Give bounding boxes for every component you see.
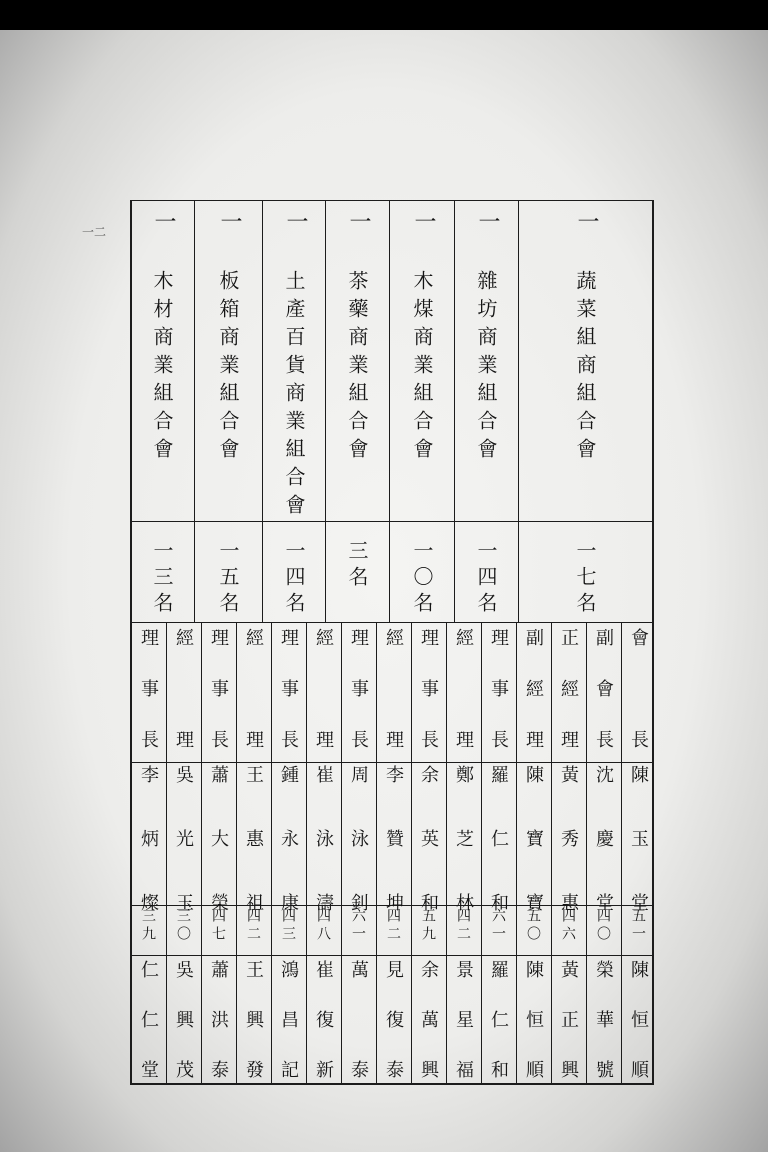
org-name: 土產百貨商業組合會 [282, 270, 306, 522]
officer-shop: 陳恒順 [523, 960, 544, 1078]
org-dash: 一 [411, 210, 436, 232]
officer-title: 會長 [628, 628, 649, 748]
officer-title: 理事長 [488, 628, 509, 748]
officer-title: 經理 [383, 628, 404, 748]
org-divider [325, 200, 326, 622]
officer-title: 經理 [453, 628, 474, 748]
officer-age: 六一 [350, 908, 366, 944]
officer-title: 經理 [173, 628, 194, 748]
org-divider [194, 200, 195, 622]
officer-name: 陳玉堂 [628, 765, 649, 911]
row-divider [376, 622, 377, 1083]
officer-name: 陳寶寶 [523, 765, 544, 911]
officer-shop: 陳恒順 [628, 960, 649, 1078]
officer-title: 經理 [243, 628, 264, 748]
officer-title: 理事長 [348, 628, 369, 748]
association-table [130, 200, 654, 1085]
row-divider [306, 622, 307, 1083]
officer-shop: 蕭洪泰 [208, 960, 229, 1078]
officer-age: 五一 [630, 908, 646, 944]
org-section-rule [132, 521, 652, 522]
scan-top-border [0, 0, 768, 30]
member-count: 一七名 [573, 540, 597, 618]
officer-age: 四〇 [595, 908, 611, 944]
org-name: 茶藥商業組合會 [345, 270, 369, 466]
row-divider [236, 622, 237, 1083]
org-dash: 一 [283, 210, 308, 232]
officer-age: 六一 [490, 908, 506, 944]
officer-name: 沈慶堂 [593, 765, 614, 911]
row-divider [551, 622, 552, 1083]
officer-age: 四三 [280, 908, 296, 944]
officer-title: 理事長 [418, 628, 439, 748]
page-number: 一二 [82, 225, 107, 239]
officer-shop: 王興發 [243, 960, 264, 1078]
title-section-rule [132, 762, 652, 763]
row-divider [481, 622, 482, 1083]
officer-shop: 羅仁和 [488, 960, 509, 1078]
officer-shop: 吳興茂 [173, 960, 194, 1078]
officer-shop: 景星福 [453, 960, 474, 1078]
officer-shop: 榮華號 [593, 960, 614, 1078]
org-name: 木煤商業組合會 [410, 270, 434, 466]
officer-title: 副會長 [593, 628, 614, 748]
org-name: 蔬菜組商組合會 [573, 270, 597, 466]
officer-age: 四二 [455, 908, 471, 944]
officer-age: 三〇 [175, 908, 191, 944]
row-divider [586, 622, 587, 1083]
officer-shop: 見復泰 [383, 960, 404, 1078]
officer-shop: 鴻昌記 [278, 960, 299, 1078]
org-dash: 一 [346, 210, 371, 232]
officer-age: 三九 [140, 908, 156, 944]
officer-age: 四二 [385, 908, 401, 944]
officer-shop: 萬泰 [348, 960, 369, 1078]
officer-name: 周泳釗 [348, 765, 369, 911]
officer-name: 蕭大榮 [208, 765, 229, 911]
officer-title: 經理 [313, 628, 334, 748]
org-name: 雜坊商業組合會 [474, 270, 498, 466]
officer-name: 余英和 [418, 765, 439, 911]
officer-name: 崔泳濤 [313, 765, 334, 911]
officer-name: 吳光玉 [173, 765, 194, 911]
row-divider [516, 622, 517, 1083]
officer-age: 五〇 [525, 908, 541, 944]
scanned-page [0, 30, 768, 1152]
row-divider [411, 622, 412, 1083]
officer-name: 王惠祖 [243, 765, 264, 911]
org-divider [518, 200, 519, 622]
officer-name: 黃秀惠 [558, 765, 579, 911]
officer-title: 理事長 [278, 628, 299, 748]
row-divider [166, 622, 167, 1083]
org-dash: 一 [475, 210, 500, 232]
table-top-rule [132, 200, 652, 201]
officer-age: 四八 [315, 908, 331, 944]
org-name: 木材商業組合會 [150, 270, 174, 466]
officer-age: 四七 [210, 908, 226, 944]
officer-shop: 崔復新 [313, 960, 334, 1078]
officer-name: 李贊坤 [383, 765, 404, 911]
officer-name: 鄭芝林 [453, 765, 474, 911]
officer-title: 正經理 [558, 628, 579, 748]
row-divider [446, 622, 447, 1083]
row-divider [341, 622, 342, 1083]
org-dash: 一 [151, 210, 176, 232]
officer-name: 李炳燦 [138, 765, 159, 911]
org-divider [454, 200, 455, 622]
member-count: 一四名 [282, 540, 306, 618]
member-count: 一三名 [150, 540, 174, 618]
officer-title: 副經理 [523, 628, 544, 748]
org-divider [262, 200, 263, 622]
officer-shop: 黃正興 [558, 960, 579, 1078]
row-divider [271, 622, 272, 1083]
officer-title: 理事長 [138, 628, 159, 748]
member-count: 三名 [345, 540, 369, 592]
org-name: 板箱商業組合會 [216, 270, 240, 466]
officer-age: 五九 [420, 908, 436, 944]
officer-name: 羅仁和 [488, 765, 509, 911]
officer-title: 理事長 [208, 628, 229, 748]
org-dash: 一 [217, 210, 242, 232]
count-section-rule [132, 622, 652, 623]
member-count: 一四名 [474, 540, 498, 618]
officer-age: 四六 [560, 908, 576, 944]
org-dash: 一 [574, 210, 599, 232]
officer-name: 鍾永康 [278, 765, 299, 911]
member-count: 一〇名 [410, 540, 434, 618]
org-divider [389, 200, 390, 622]
row-divider [201, 622, 202, 1083]
officer-shop: 仁仁堂 [138, 960, 159, 1078]
row-divider [621, 622, 622, 1083]
officer-shop: 余萬興 [418, 960, 439, 1078]
officer-age: 四二 [245, 908, 261, 944]
member-count: 一五名 [216, 540, 240, 618]
